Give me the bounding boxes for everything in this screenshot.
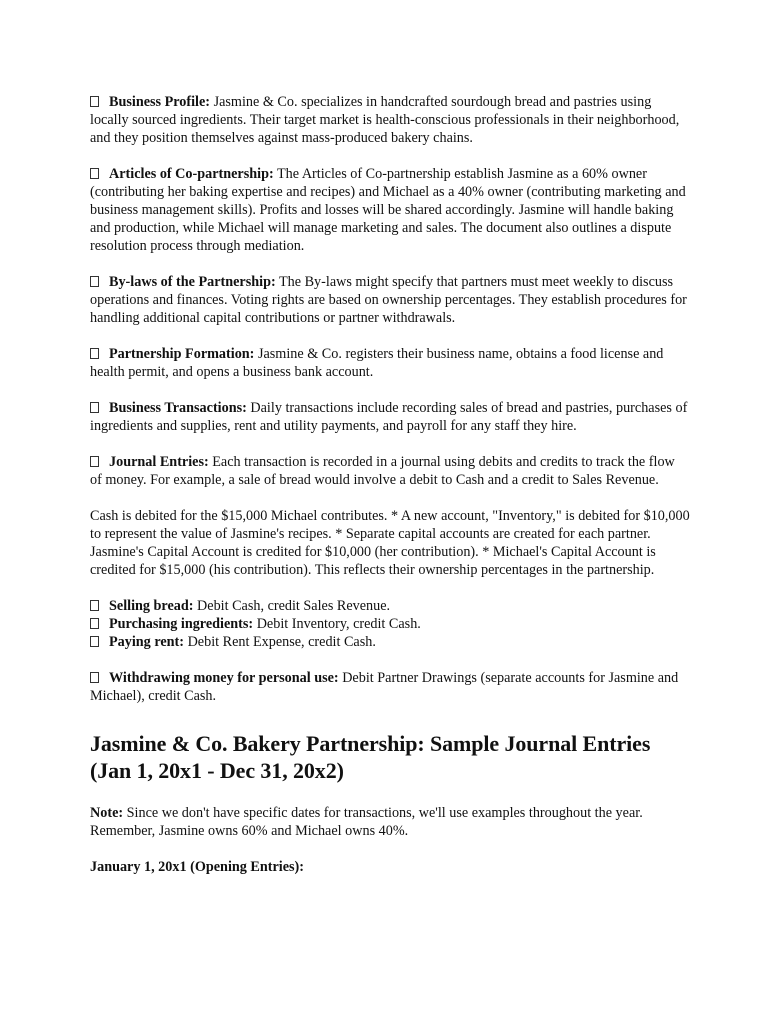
document-page: [90, 93, 690, 894]
section-text: The Articles of Co-partnership establish Jasmine as a 60% owner (contributing her baking expertise and recipes) and Michael as a 40% owner (contributing marketing and business management skills). Profits and losses will be shared accordingly. Jasmine will handle baking and production, while Michael will manage marketing and sales. The document also outlines a dispute resolution process through mediation.: [90, 166, 686, 254]
item-heading: Paying rent:: [109, 634, 185, 650]
checkbox-icon: [90, 402, 99, 413]
document-title: Jasmine & Co. Bakery Partnership: Sample Journal Entries (Jan 1, 20x1 - Dec 31, 20x2): [90, 731, 651, 783]
note-paragraph: [90, 804, 690, 840]
section-heading: By-laws of the Partnership:: [109, 274, 276, 290]
item-heading: Selling bread:: [109, 598, 194, 614]
checkbox-icon: [90, 636, 99, 647]
bylaws-paragraph: [90, 273, 690, 327]
journal-entries-paragraph: [90, 453, 690, 489]
section-heading: Business Transactions:: [109, 400, 247, 416]
checkbox-icon: [90, 348, 99, 359]
list-item: [90, 615, 690, 633]
item-heading: Purchasing ingredients:: [109, 616, 254, 632]
business-profile-paragraph: [90, 93, 690, 147]
checkbox-icon: [90, 672, 99, 683]
checkbox-icon: [90, 618, 99, 629]
section-text: Daily transactions include recording sales of bread and pastries, purchases of ingredients and supplies, rent and utility payments, and payroll for any staff they hire.: [90, 400, 688, 434]
note-label: Note:: [90, 805, 124, 821]
item-text: Debit Rent Expense, credit Cash.: [184, 634, 376, 650]
section-text: Each transaction is recorded in a journal using debits and credits to track the flow of money. For example, a sale of bread would involve a debit to Cash and a credit to Sales Revenue.: [90, 454, 675, 488]
section-heading: Withdrawing money for personal use:: [109, 670, 339, 686]
section-heading: Articles of Co-partnership:: [109, 166, 274, 182]
opening-entries-heading: [90, 858, 690, 876]
item-text: Debit Inventory, credit Cash.: [253, 616, 421, 632]
section-heading: Journal Entries:: [109, 454, 209, 470]
examples-list: [90, 597, 690, 651]
checkbox-icon: [90, 456, 99, 467]
note-text: Since we don't have specific dates for transactions, we'll use examples throughout the year. Remember, Jasmine owns 60% and Michael owns 40%.: [90, 805, 643, 839]
checkbox-icon: [90, 168, 99, 179]
section-heading: Business Profile:: [109, 94, 211, 110]
list-item: [90, 597, 690, 615]
item-text: Debit Cash, credit Sales Revenue.: [193, 598, 391, 614]
cash-paragraph: Cash is debited for the $15,000 Michael contributes. * A new account, "Inventory," is debited for $10,000 to represent the value of Jasmine's recipes. * Separate capital accounts are created for each partner. Jasmine's Capital Account is credited for $10,000 (her contribution). * Michael's Capital Account is credited for $15,000 (his contribution). This reflects their ownership percentages in the partnership.: [90, 508, 690, 578]
withdrawing-paragraph: [90, 669, 690, 705]
articles-paragraph: [90, 165, 690, 255]
checkbox-icon: [90, 600, 99, 611]
section-heading: Partnership Formation:: [109, 346, 255, 362]
section-text: Debit Partner Drawings (separate accounts for Jasmine and Michael), credit Cash.: [90, 670, 679, 704]
section-text: The By-laws might specify that partners must meet weekly to discuss operations and finances. Voting rights are based on ownership percentages. They establish procedures for handling additional capital contributions or partner withdrawals.: [90, 274, 687, 326]
transactions-paragraph: [90, 399, 690, 435]
checkbox-icon: [90, 276, 99, 287]
list-item: [90, 633, 690, 651]
formation-paragraph: [90, 345, 690, 381]
section-text: Jasmine & Co. registers their business name, obtains a food license and health permit, and opens a business bank account.: [90, 346, 664, 380]
opening-heading-text: January 1, 20x1 (Opening Entries):: [90, 859, 305, 875]
section-text: Jasmine & Co. specializes in handcrafted sourdough bread and pastries using locally sourced ingredients. Their target market is health-conscious professionals in their neighborhood, and they position themselves against mass-produced bakery chains.: [90, 94, 680, 146]
checkbox-icon: [90, 96, 99, 107]
